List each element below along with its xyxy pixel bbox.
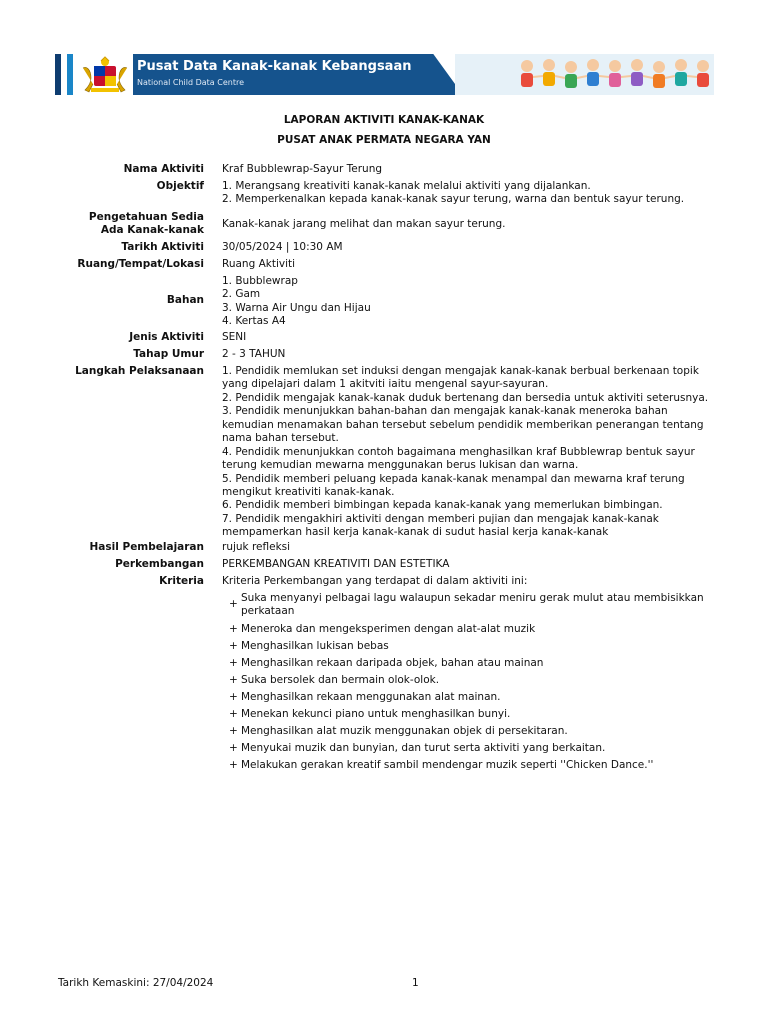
label-nama-aktiviti: Nama Aktiviti: [123, 163, 204, 175]
banner-title: Pusat Data Kanak-kanak Kebangsaan: [137, 59, 412, 74]
kriteria-item: + Menghasilkan alat muzik menggunakan objek di persekitaran.: [229, 725, 568, 737]
kriteria-item: + Suka bersolek dan bermain olok-olok.: [229, 674, 440, 686]
bahan-item: 1. Bubblewrap: [222, 275, 298, 287]
kriteria-item: + Menghasilkan lukisan bebas: [229, 640, 389, 652]
page-number: 1: [412, 977, 419, 989]
plus-bullet-icon: +: [229, 657, 238, 669]
value-tahap-umur: 2 - 3 TAHUN: [222, 348, 286, 360]
langkah-line: terung kemudian mewarna menggunakan berus lukisan dan warna.: [222, 459, 579, 472]
value-objektif: [222, 180, 712, 207]
label-perkembangan: Perkembangan: [115, 558, 204, 570]
objektif-line: 1. Merangsang kreativiti kanak-kanak melalui aktiviti yang dijalankan.: [222, 180, 591, 192]
bahan-item: 3. Warna Air Ungu dan Hijau: [222, 301, 371, 314]
langkah-line: yang dipelajari dalam 1 akitviti iaitu mengenal sayur-sayuran.: [222, 378, 549, 391]
objektif-line: 2. Memperkenalkan kepada kanak-kanak sayur terung, warna dan bentuk sayur terung.: [222, 193, 685, 206]
value-langkah: [222, 365, 712, 540]
kriteria-item: + Meneroka dan mengeksperimen dengan alat-alat muzik: [229, 623, 536, 635]
bahan-item: 2. Gam: [222, 288, 261, 301]
label-pengetahuan: [89, 211, 204, 238]
label-objektif: Objektif: [156, 180, 204, 192]
label-langkah: Langkah Pelaksanaan: [75, 365, 204, 377]
value-ruang: Ruang Aktiviti: [222, 258, 296, 270]
value-perkembangan: PERKEMBANGAN KREATIVITI DAN ESTETIKA: [222, 558, 450, 570]
label-bahan: Bahan: [166, 294, 204, 306]
label-hasil-pembelajaran: Hasil Pembelajaran: [89, 541, 204, 553]
header-banner: [55, 54, 714, 95]
value-tarikh-aktiviti: 30/05/2024 | 10:30 AM: [222, 241, 343, 253]
langkah-line: 3. Pendidik menunjukkan bahan-bahan dan mengajak kanak-kanak meneroka bahan: [222, 405, 668, 418]
plus-bullet-icon: +: [229, 598, 238, 610]
langkah-line: 1. Pendidik memlukan set induksi dengan mengajak kanak-kanak berbual berkenaan topik: [222, 365, 699, 377]
value-bahan: [222, 275, 712, 329]
footer-updated-date: Tarikh Kemaskini: 27/04/2024: [58, 977, 214, 989]
langkah-line: nama bahan tersebut.: [222, 432, 339, 445]
label-line: Ada Kanak-kanak: [100, 224, 204, 237]
label-line: Pengetahuan Sedia: [88, 211, 204, 223]
value-pengetahuan: Kanak-kanak jarang melihat dan makan sayur terung.: [222, 218, 506, 230]
langkah-line: kemudian menamakan bahan tersebut sebelum pendidik memberikan penerangan tentang: [222, 418, 704, 431]
centre-name: PUSAT ANAK PERMATA NEGARA YAN: [277, 134, 491, 146]
kriteria-item: + Menekan kekunci piano untuk menghasilkan bunyi.: [229, 708, 511, 720]
value-jenis-aktiviti: SENI: [222, 331, 247, 343]
plus-bullet-icon: +: [229, 742, 238, 754]
value-kriteria-intro: Kriteria Perkembangan yang terdapat di dalam aktiviti ini:: [222, 575, 528, 587]
value-nama-aktiviti: Kraf Bubblewrap-Sayur Terung: [222, 163, 383, 175]
plus-bullet-icon: +: [229, 725, 238, 737]
value-hasil-pembelajaran: rujuk refleksi: [222, 541, 291, 553]
report-title: LAPORAN AKTIVITI KANAK-KANAK: [283, 114, 485, 126]
langkah-line: mempamerkan hasil kerja kanak-kanak di sudut hasial kerja kanak-kanak: [222, 526, 609, 539]
plus-bullet-icon: +: [229, 708, 238, 720]
kriteria-item: + Menyukai muzik dan bunyian, dan turut serta aktiviti yang berkaitan.: [229, 742, 606, 754]
children-illustration: [515, 56, 715, 93]
plus-bullet-icon: +: [229, 759, 238, 771]
label-tahap-umur: Tahap Umur: [133, 348, 204, 360]
label-ruang: Ruang/Tempat/Lokasi: [77, 258, 204, 270]
label-jenis-aktiviti: Jenis Aktiviti: [129, 331, 204, 343]
malaysia-coat-of-arms-logo: [79, 56, 131, 94]
plus-bullet-icon: +: [229, 640, 238, 652]
bahan-item: 4. Kertas A4: [222, 315, 286, 328]
label-tarikh-aktiviti: Tarikh Aktiviti: [121, 241, 204, 253]
langkah-line: mengikut kreativiti kanak-kanak.: [222, 485, 395, 498]
banner-stripe: [55, 54, 61, 95]
plus-bullet-icon: +: [229, 674, 238, 686]
kriteria-item: + Menghasilkan rekaan daripada objek, bahan atau mainan: [229, 657, 544, 669]
langkah-line: 7. Pendidik mengakhiri aktiviti dengan memberi pujian dan mengajak kanak-kanak: [222, 512, 659, 525]
label-kriteria: Kriteria: [159, 575, 204, 587]
langkah-line: 2. Pendidik mengajak kanak-kanak duduk bertenang dan bersedia untuk aktiviti seterusnya.: [222, 391, 709, 404]
kriteria-item: + Menghasilkan rekaan menggunakan alat mainan.: [229, 691, 501, 703]
langkah-line: 4. Pendidik menunjukkan contoh bagaimana menghasilkan kraf Bubblewrap bentuk sayur: [222, 445, 695, 458]
banner-subtitle: National Child Data Centre: [137, 78, 244, 87]
langkah-line: 6. Pendidik memberi bimbingan kepada kanak-kanak yang memerlukan bimbingan.: [222, 499, 663, 512]
banner-stripe: [67, 54, 73, 95]
langkah-line: 5. Pendidik memberi peluang kepada kanak-kanak menampal dan mewarna kraf terung: [222, 472, 685, 485]
kriteria-item: + Suka menyanyi pelbagai lagu walaupun sekadar meniru gerak mulut atau membisikkan perkataan: [229, 592, 704, 618]
plus-bullet-icon: +: [229, 623, 238, 635]
plus-bullet-icon: +: [229, 691, 238, 703]
kriteria-item: + Melakukan gerakan kreatif sambil mendengar muzik seperti ''Chicken Dance.'': [229, 759, 654, 771]
